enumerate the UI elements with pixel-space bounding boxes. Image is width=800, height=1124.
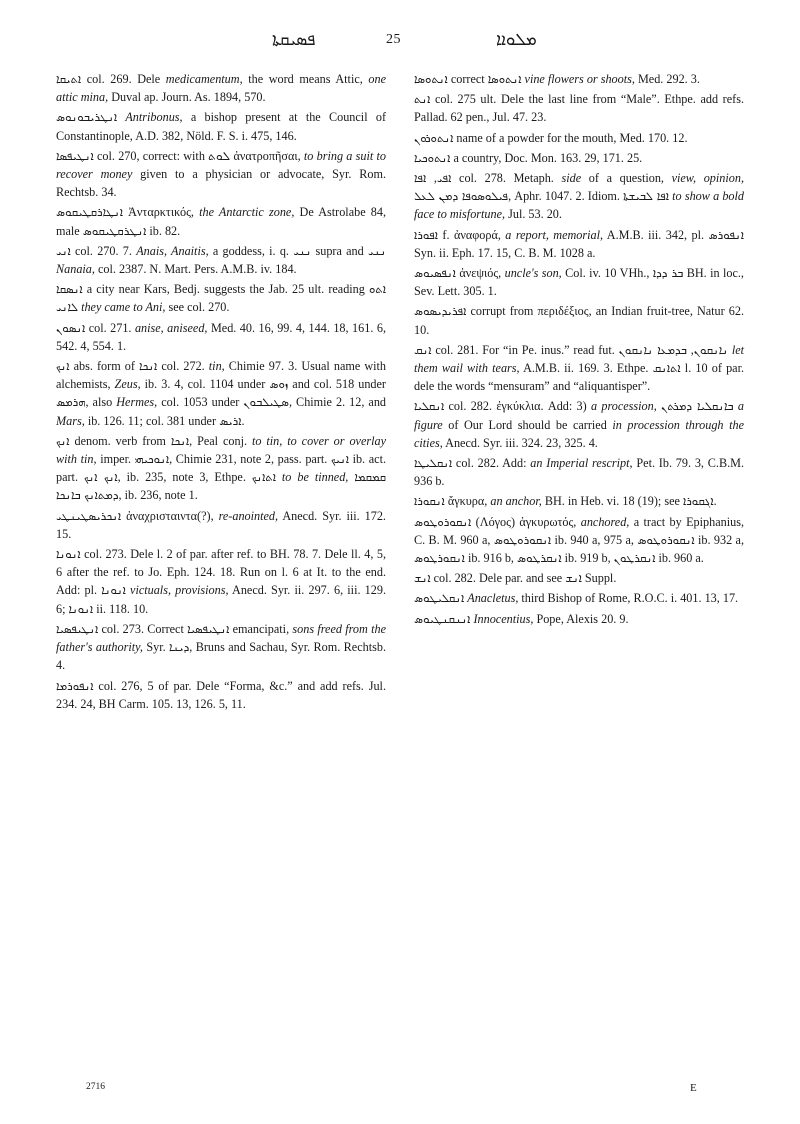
gloss-text: sons freed from the father's authority, bbox=[56, 621, 386, 655]
gloss-text: Nanaia, bbox=[56, 262, 95, 277]
syriac-word: ܐܢܟܪܝܣܛܝܢܛܝ bbox=[56, 508, 122, 523]
entry-text: col. 273. Correct bbox=[98, 621, 188, 636]
entry-text: Med. 292. 3. bbox=[634, 72, 700, 86]
entry-text: , ib. 236, note 1. bbox=[118, 488, 198, 503]
entry-text: ib. 916 b, bbox=[464, 551, 518, 566]
gloss-text: the Antarctic zone, bbox=[199, 205, 295, 220]
entry-text: , also bbox=[85, 395, 117, 410]
dictionary-entry bbox=[414, 169, 744, 224]
entry-text: Chimie 97. 3. Usual name with alchemists, bbox=[56, 359, 386, 392]
syriac-word: ܐܦܘܪܐ bbox=[414, 227, 438, 242]
dictionary-entry bbox=[414, 454, 744, 490]
running-header bbox=[56, 30, 744, 54]
gloss-text: Hermes, bbox=[116, 395, 158, 410]
syriac-word: ܒܕܡܥܐ ܢܐܢܩܘܢ bbox=[618, 342, 687, 357]
syriac-word: ܢܢܝ bbox=[368, 243, 387, 258]
dictionary-entry bbox=[414, 589, 744, 607]
syriac-word: ܐܢܛܪܝܒܘܢܘܣ bbox=[56, 110, 118, 125]
entry-text: Jul. 53. 20. bbox=[505, 207, 562, 222]
dictionary-entry bbox=[414, 610, 744, 628]
gloss-text: they came to Ani, bbox=[81, 300, 166, 315]
entry-text: col. 282. ἐγκύκλια. Add: 3) bbox=[444, 399, 591, 414]
syriac-word: ܗܪܡܣ bbox=[56, 395, 86, 410]
syriac-word: ܐܢܛܐܪܩܛܝܩܘܣ bbox=[56, 205, 123, 220]
gloss-text: victuals, provisions, bbox=[130, 583, 229, 598]
syriac-word: ܐܦܐ bbox=[414, 171, 427, 186]
gloss-text: Mars, bbox=[56, 413, 85, 428]
syriac-word: ܐܢܣܘܢ bbox=[56, 320, 86, 335]
dictionary-entry bbox=[414, 569, 744, 587]
left-column bbox=[56, 70, 386, 715]
entry-text: Anecd. Syr. iii. 172. 15. bbox=[56, 508, 386, 541]
gloss-text: Anais, Anaitis, bbox=[136, 243, 209, 258]
syriac-word: ܐܢܩܠܝܐ bbox=[414, 399, 445, 414]
entry-text: of a question, bbox=[581, 171, 672, 186]
entry-text: ib. 3. 4, col. 1104 under bbox=[140, 377, 270, 392]
entry-text: f. ἀναφορά, bbox=[438, 227, 506, 242]
gloss-text: an Imperial rescript, bbox=[530, 456, 633, 471]
entry-text: emancipati, bbox=[229, 621, 293, 636]
entry-text: ib. 940 a, 975 a, bbox=[551, 532, 638, 547]
syriac-word: ܐܢܬܘܟܝܐ bbox=[414, 150, 451, 165]
dictionary-entry bbox=[56, 432, 386, 505]
entry-text: denom. verb from bbox=[69, 433, 171, 448]
dictionary-entry bbox=[414, 226, 744, 262]
dictionary-entry bbox=[414, 397, 744, 452]
entry-text: name of a powder for the mouth, Med. 170. 12. bbox=[453, 130, 688, 145]
dictionary-entry bbox=[56, 319, 386, 355]
header-syriac-left: ܦܣܝܩܬܐ bbox=[272, 30, 316, 49]
syriac-word: ܐܢܟ bbox=[56, 433, 70, 448]
entry-text: Syr. bbox=[142, 640, 170, 655]
entry-text: A.M.B. ii. 169. 3. Ethpe. bbox=[519, 361, 653, 376]
gloss-text: let them wail with tears, bbox=[414, 342, 745, 376]
entry-text: ib. 82. bbox=[146, 223, 181, 238]
entry-text: Anecd. Syr. ii. 297. 6, iii. 129. 6; bbox=[56, 583, 386, 616]
syriac-word: ܐܢܩܠܝܛܘܣ bbox=[414, 591, 465, 606]
syriac-word: ܐܢܩܪܛܘܢ bbox=[613, 551, 656, 566]
entry-text: correct bbox=[447, 72, 488, 86]
gloss-text: medicamentum, bbox=[165, 72, 243, 86]
gloss-text: tin, bbox=[208, 359, 225, 374]
printer-signature: 2716 bbox=[86, 1082, 105, 1092]
page-footer bbox=[56, 1082, 744, 1102]
entry-text: col. 282. Dele par. and see bbox=[430, 571, 566, 586]
entry-text: Duval ap. Journ. As. 1894, 570. bbox=[108, 90, 266, 105]
entry-text: Syn. ii. Eph. 17. 15, C. B. M. 1028 a. bbox=[414, 245, 596, 260]
entry-text: col. 275 ult. Dele the last line from “Male”. Ethpe. add refs. Pallad. 62 pen., Jul. 47. 23. bbox=[414, 92, 744, 125]
entry-text: a bishop present at the Council of Constantinople, A.D. 382, Nöld. F. S. i. 475, 146. bbox=[56, 110, 387, 143]
entry-text: ἀνεψιός, bbox=[455, 266, 505, 281]
entry-text: ib. 919 b, bbox=[561, 551, 614, 566]
syriac-word: ܐܢܩܘܪܘܛܘܣ bbox=[414, 514, 472, 529]
syriac-word: ܐܢܛܪܩܛܝܩܘܣ bbox=[82, 223, 147, 238]
dictionary-entry bbox=[56, 70, 386, 106]
entry-text: ἀναχρισταιντα(?), bbox=[121, 508, 219, 523]
entry-text: of Our Lord should be carried bbox=[442, 417, 613, 432]
syriac-word: ܐܢܫ bbox=[565, 571, 582, 586]
entry-text: . bbox=[713, 494, 717, 509]
syriac-word: ܐܢܛܝܦܣܝܐ bbox=[187, 621, 230, 636]
syriac-word: ܐܢܛܝܦܣܝܐ bbox=[56, 621, 99, 636]
gloss-text: a procession, bbox=[590, 399, 657, 414]
entry-text: a city near Kars, Bedj. suggests the Jab. 25 ult. reading bbox=[82, 282, 369, 297]
syriac-word: ܦܝܠܘܣܘܦܐ ܕܡܢ ܠܥܠ bbox=[414, 189, 509, 204]
syriac-word: ܐܢܢܩܢܛܝܘܣ bbox=[414, 611, 471, 626]
gloss-text: Innocentius, bbox=[473, 611, 534, 626]
syriac-word: ܐܢܩܘܪܘܛܘܣ bbox=[637, 532, 695, 547]
entry-text: (Λόγος) ἀγκυρωτός, bbox=[471, 514, 581, 529]
entry-text: imper. bbox=[96, 452, 135, 467]
dictionary-entry bbox=[56, 357, 386, 430]
syriac-word: ܐܢܩܪܛܘܣ bbox=[517, 551, 562, 566]
entry-text: col. 2387. N. Mart. Pers. A.M.B. iv. 184. bbox=[94, 262, 297, 277]
entry-text: De Astrolabe 84, male bbox=[56, 205, 386, 238]
gloss-text: to tin, to cover or overlay with tin, bbox=[56, 433, 386, 467]
dictionary-entry bbox=[56, 620, 386, 675]
entry-text: a tract by Epiphanius, C. B. M. 960 a, bbox=[414, 514, 744, 547]
dictionary-entry bbox=[56, 147, 386, 202]
entry-text: ib. 126. 11; col. 381 under bbox=[84, 413, 220, 428]
entry-text: Anecd. Syr. iii. 324. 23, 325. 4. bbox=[442, 435, 598, 450]
syriac-word: ܐܢܩܘܪܘܛܘܣ bbox=[493, 532, 552, 547]
dictionary-entry bbox=[56, 677, 386, 713]
dictionary-entry bbox=[414, 492, 744, 510]
dictionary-entry bbox=[414, 129, 744, 147]
syriac-word: ܕܝܢܐ bbox=[169, 640, 190, 655]
entry-text: Ἀνταρκτικός, bbox=[122, 205, 200, 220]
gathering-letter: E bbox=[690, 1082, 697, 1094]
gloss-text: to be tinned, bbox=[281, 470, 349, 485]
gloss-text: a report, memorial, bbox=[505, 227, 604, 242]
entry-text: col. 269. Dele bbox=[81, 72, 166, 86]
syriac-word: ܐܢܘܢܐ bbox=[56, 547, 81, 562]
entry-text: the word means Attic, bbox=[242, 72, 369, 86]
syriac-word: ܢܢܝ bbox=[293, 243, 312, 258]
entry-text: col. 1053 under bbox=[157, 395, 244, 410]
entry-text: col. 276, 5 of par. Dele “Forma, &c.” and add refs. Jul. 234. 24, BH Carm. 105. 13, 126. 5, 11. bbox=[56, 678, 386, 711]
syriac-word: ܐܢܦܘܪܣ bbox=[708, 227, 744, 242]
gloss-text: side bbox=[561, 171, 582, 186]
entry-text: col. 270, correct: with ܠܘܬ ἀνατροπῆσαι, bbox=[93, 148, 304, 163]
gloss-text: to show a bold face to misfortune, bbox=[414, 189, 745, 222]
syriac-word: ܐܢܦܣܝܘܣ bbox=[414, 266, 456, 281]
syriac-word: ܐܪܝܣ bbox=[219, 413, 242, 428]
syriac-word: ܐܢܬ bbox=[414, 92, 431, 107]
dictionary-entry bbox=[414, 90, 744, 126]
entry-text: , bbox=[686, 342, 694, 357]
gloss-text: to bring a suit to recover money bbox=[56, 148, 386, 182]
gloss-text: in procession through the cities, bbox=[414, 417, 744, 450]
syriac-word: ܐܦܝ bbox=[436, 171, 452, 186]
entry-text: ib. 932 a, bbox=[694, 532, 744, 547]
entry-text: , Bruns and Sachau, Syr. Rom. Rechtsb. 4. bbox=[56, 640, 386, 673]
dictionary-entry bbox=[414, 264, 744, 300]
dictionary-entry bbox=[56, 108, 386, 144]
syriac-word: ܐܢܛܝܦܣܐ bbox=[56, 148, 94, 163]
entry-text: col. 272. bbox=[157, 359, 209, 374]
gloss-text: Anacletus, bbox=[467, 591, 519, 606]
gloss-text: a figure bbox=[414, 399, 745, 432]
syriac-word: ܐܢܟ bbox=[56, 359, 70, 374]
header-syriac-right: ܡܠܘܐܐ bbox=[496, 30, 537, 49]
syriac-word: ܐܢܬܘܣܐ bbox=[414, 72, 448, 86]
syriac-word: ܐܦܐ ܠܒܝܫܬܐ bbox=[623, 189, 669, 204]
syriac-word: ܐܢܣܩܐ bbox=[56, 282, 83, 297]
gloss-text: one attic mina, bbox=[56, 72, 386, 105]
syriac-word: ܐܢܘܢܐ bbox=[68, 601, 94, 616]
gloss-text: anise, aniseed, bbox=[134, 320, 208, 335]
dictionary-entry bbox=[414, 149, 744, 167]
entry-text: col. 270. 7. bbox=[70, 243, 137, 258]
entry-text: given to a physician or advocate, Syr. Rom. Rechtsb. 34. bbox=[56, 167, 386, 200]
page-number: 25 bbox=[386, 32, 401, 47]
syriac-word: ܐܢܟܐ bbox=[170, 433, 190, 448]
syriac-word: ܐܢܬܘܪܘܢ bbox=[414, 130, 454, 145]
entry-text: ib. 960 a. bbox=[655, 551, 704, 566]
syriac-word: ܐܦܪܝܕܝܣܘܣ bbox=[414, 304, 467, 319]
entry-text: ib. act. part. bbox=[56, 452, 386, 485]
syriac-word: ܒܐܢܩܠܝܐ ܕܡܪܬܢ bbox=[661, 399, 734, 414]
entry-text: ii. 118. 10. bbox=[93, 601, 149, 616]
syriac-word: ܐܢܦܘܪܡܐ bbox=[56, 678, 94, 693]
right-column bbox=[414, 70, 744, 630]
gloss-text: uncle's son, bbox=[504, 266, 562, 281]
dictionary-entry bbox=[414, 70, 744, 88]
syriac-word: ܣܛܝܠܒܘܢ bbox=[243, 395, 289, 410]
dictionary-entry bbox=[414, 341, 744, 396]
entry-text: , bbox=[426, 171, 437, 186]
syriac-word: ܒܪ ܕܕܐ bbox=[652, 266, 684, 281]
entry-text: a goddess, i. q. bbox=[208, 243, 294, 258]
dictionary-entry bbox=[56, 203, 386, 239]
syriac-word: ܐܢܩ bbox=[414, 342, 432, 357]
gloss-text: Antribonus, bbox=[125, 110, 183, 125]
syriac-word: ܐܢܫ bbox=[414, 571, 431, 586]
syriac-word: ܐܬܘ ܠܐܢܝ bbox=[56, 282, 386, 315]
entry-text: , Chimie 231, note 2, pass. part. bbox=[169, 452, 331, 467]
gloss-text: an anchor, bbox=[490, 494, 542, 509]
syriac-word: ܐܢܬܘܣܐ bbox=[487, 72, 522, 86]
entry-text: BH. in Heb. vi. 18 (19); see bbox=[541, 494, 683, 509]
entry-text: , Aphr. 1047. 2. Idiom. bbox=[508, 189, 624, 204]
entry-text: , Peal conj. bbox=[189, 433, 252, 448]
dictionary-entry bbox=[56, 507, 386, 543]
entry-text: Pet. Ib. 79. 3, C.B.M. 936 b. bbox=[414, 456, 745, 489]
syriac-word: ܐܢܩܠܝܛܐ bbox=[414, 456, 453, 471]
entry-text: third Bishop of Rome, R.O.C. i. 401. 13, 17. bbox=[518, 591, 739, 606]
entry-text: ἄγκυρα, bbox=[444, 494, 491, 509]
syriac-word: ܐܢܟܐ bbox=[139, 359, 158, 374]
syriac-word: ܙܘܣ bbox=[269, 377, 289, 392]
entry-text: a country, Doc. Mon. 163. 29, 171. 25. bbox=[450, 150, 643, 165]
syriac-word: ܢܐܢܩܘܢ bbox=[693, 342, 728, 357]
gloss-text: Zeus, bbox=[114, 377, 141, 392]
syriac-word: ܐܢܩܘܪܛܘܣ bbox=[414, 551, 465, 566]
syriac-word: ܐܢܝܟ bbox=[330, 452, 349, 467]
syriac-word: ܐܢܟ ܐܢܟ bbox=[83, 470, 118, 485]
entry-text: abs. form of bbox=[69, 359, 140, 374]
syriac-word: ܐܬܐܢܩ bbox=[652, 361, 681, 376]
entry-text: Pope, Alexis 20. 9. bbox=[533, 611, 629, 626]
entry-text: , Chimie 2. 12, and bbox=[288, 395, 387, 410]
entry-text: Suppl. bbox=[581, 571, 617, 586]
dictionary-entry bbox=[56, 280, 386, 316]
syriac-word: ܐܢܩܘܪܐ bbox=[414, 494, 445, 509]
entry-text: supra and bbox=[311, 243, 369, 258]
entry-text: and col. 518 under bbox=[288, 377, 386, 392]
entry-text: Col. iv. 10 VHh., bbox=[561, 266, 653, 281]
syriac-word: ܐܢܝ bbox=[56, 243, 71, 258]
gloss-text: view, opinion, bbox=[671, 171, 744, 186]
gloss-text: anchored, bbox=[580, 514, 630, 529]
syriac-word: ܩܡܩܡܐ ܕܡܬܐܢܟ ܒܐܢܟܐ bbox=[56, 470, 387, 503]
syriac-word: ܐܢܘܢܐ bbox=[101, 583, 126, 598]
entry-text: A.M.B. iii. 342, pl. bbox=[603, 227, 709, 242]
syriac-word: ܐܬܝܩܐ bbox=[56, 72, 82, 86]
entry-text: corrupt from περιδέξιος, an Indian fruit-tree, Natur 62. 10. bbox=[414, 304, 744, 337]
entry-text: col. 282. Add: bbox=[452, 456, 531, 471]
entry-text: . bbox=[241, 413, 245, 428]
entry-text: col. 271. bbox=[85, 320, 135, 335]
entry-text: , ib. 235, note 3, Ethpe. bbox=[117, 470, 252, 485]
entry-text: see col. 270. bbox=[165, 300, 230, 315]
dictionary-entry bbox=[414, 302, 744, 338]
gloss-text: vine flowers or shoots, bbox=[524, 72, 635, 86]
entry-text: BH. in loc., Sev. Lett. 305. 1. bbox=[414, 266, 744, 299]
entry-text: Med. 40. 16, 99. 4, 144. 18, 161. 6, 542. 4, 554. 1. bbox=[56, 320, 386, 353]
entry-text: col. 281. For “in Pe. inus.” read fut. bbox=[431, 342, 619, 357]
syriac-word: ܐܓܩܘܪܐ bbox=[682, 494, 714, 509]
dictionary-entry bbox=[56, 242, 386, 278]
entry-text: col. 273. Dele l. 2 of par. after ref. to BH. 78. 7. Dele ll. 4, 5, 6 after the ref. to Jo. Eph. 124. 18. Run on l. 6 at It. to the end. Add: pl. bbox=[56, 547, 386, 598]
entry-text: col. 278. Metaph. bbox=[451, 171, 562, 186]
syriac-word: ܐܬܐܢܟ bbox=[251, 470, 276, 485]
entry-text: l. 10 of par. dele the words “mensuram” and “aliquantisper”. bbox=[414, 361, 744, 394]
syriac-word: ܐܢܘܟܝܗܝ bbox=[134, 452, 170, 467]
gloss-text: re-anointed, bbox=[218, 508, 279, 523]
dictionary-entry bbox=[56, 545, 386, 618]
dictionary-entry bbox=[414, 513, 744, 568]
